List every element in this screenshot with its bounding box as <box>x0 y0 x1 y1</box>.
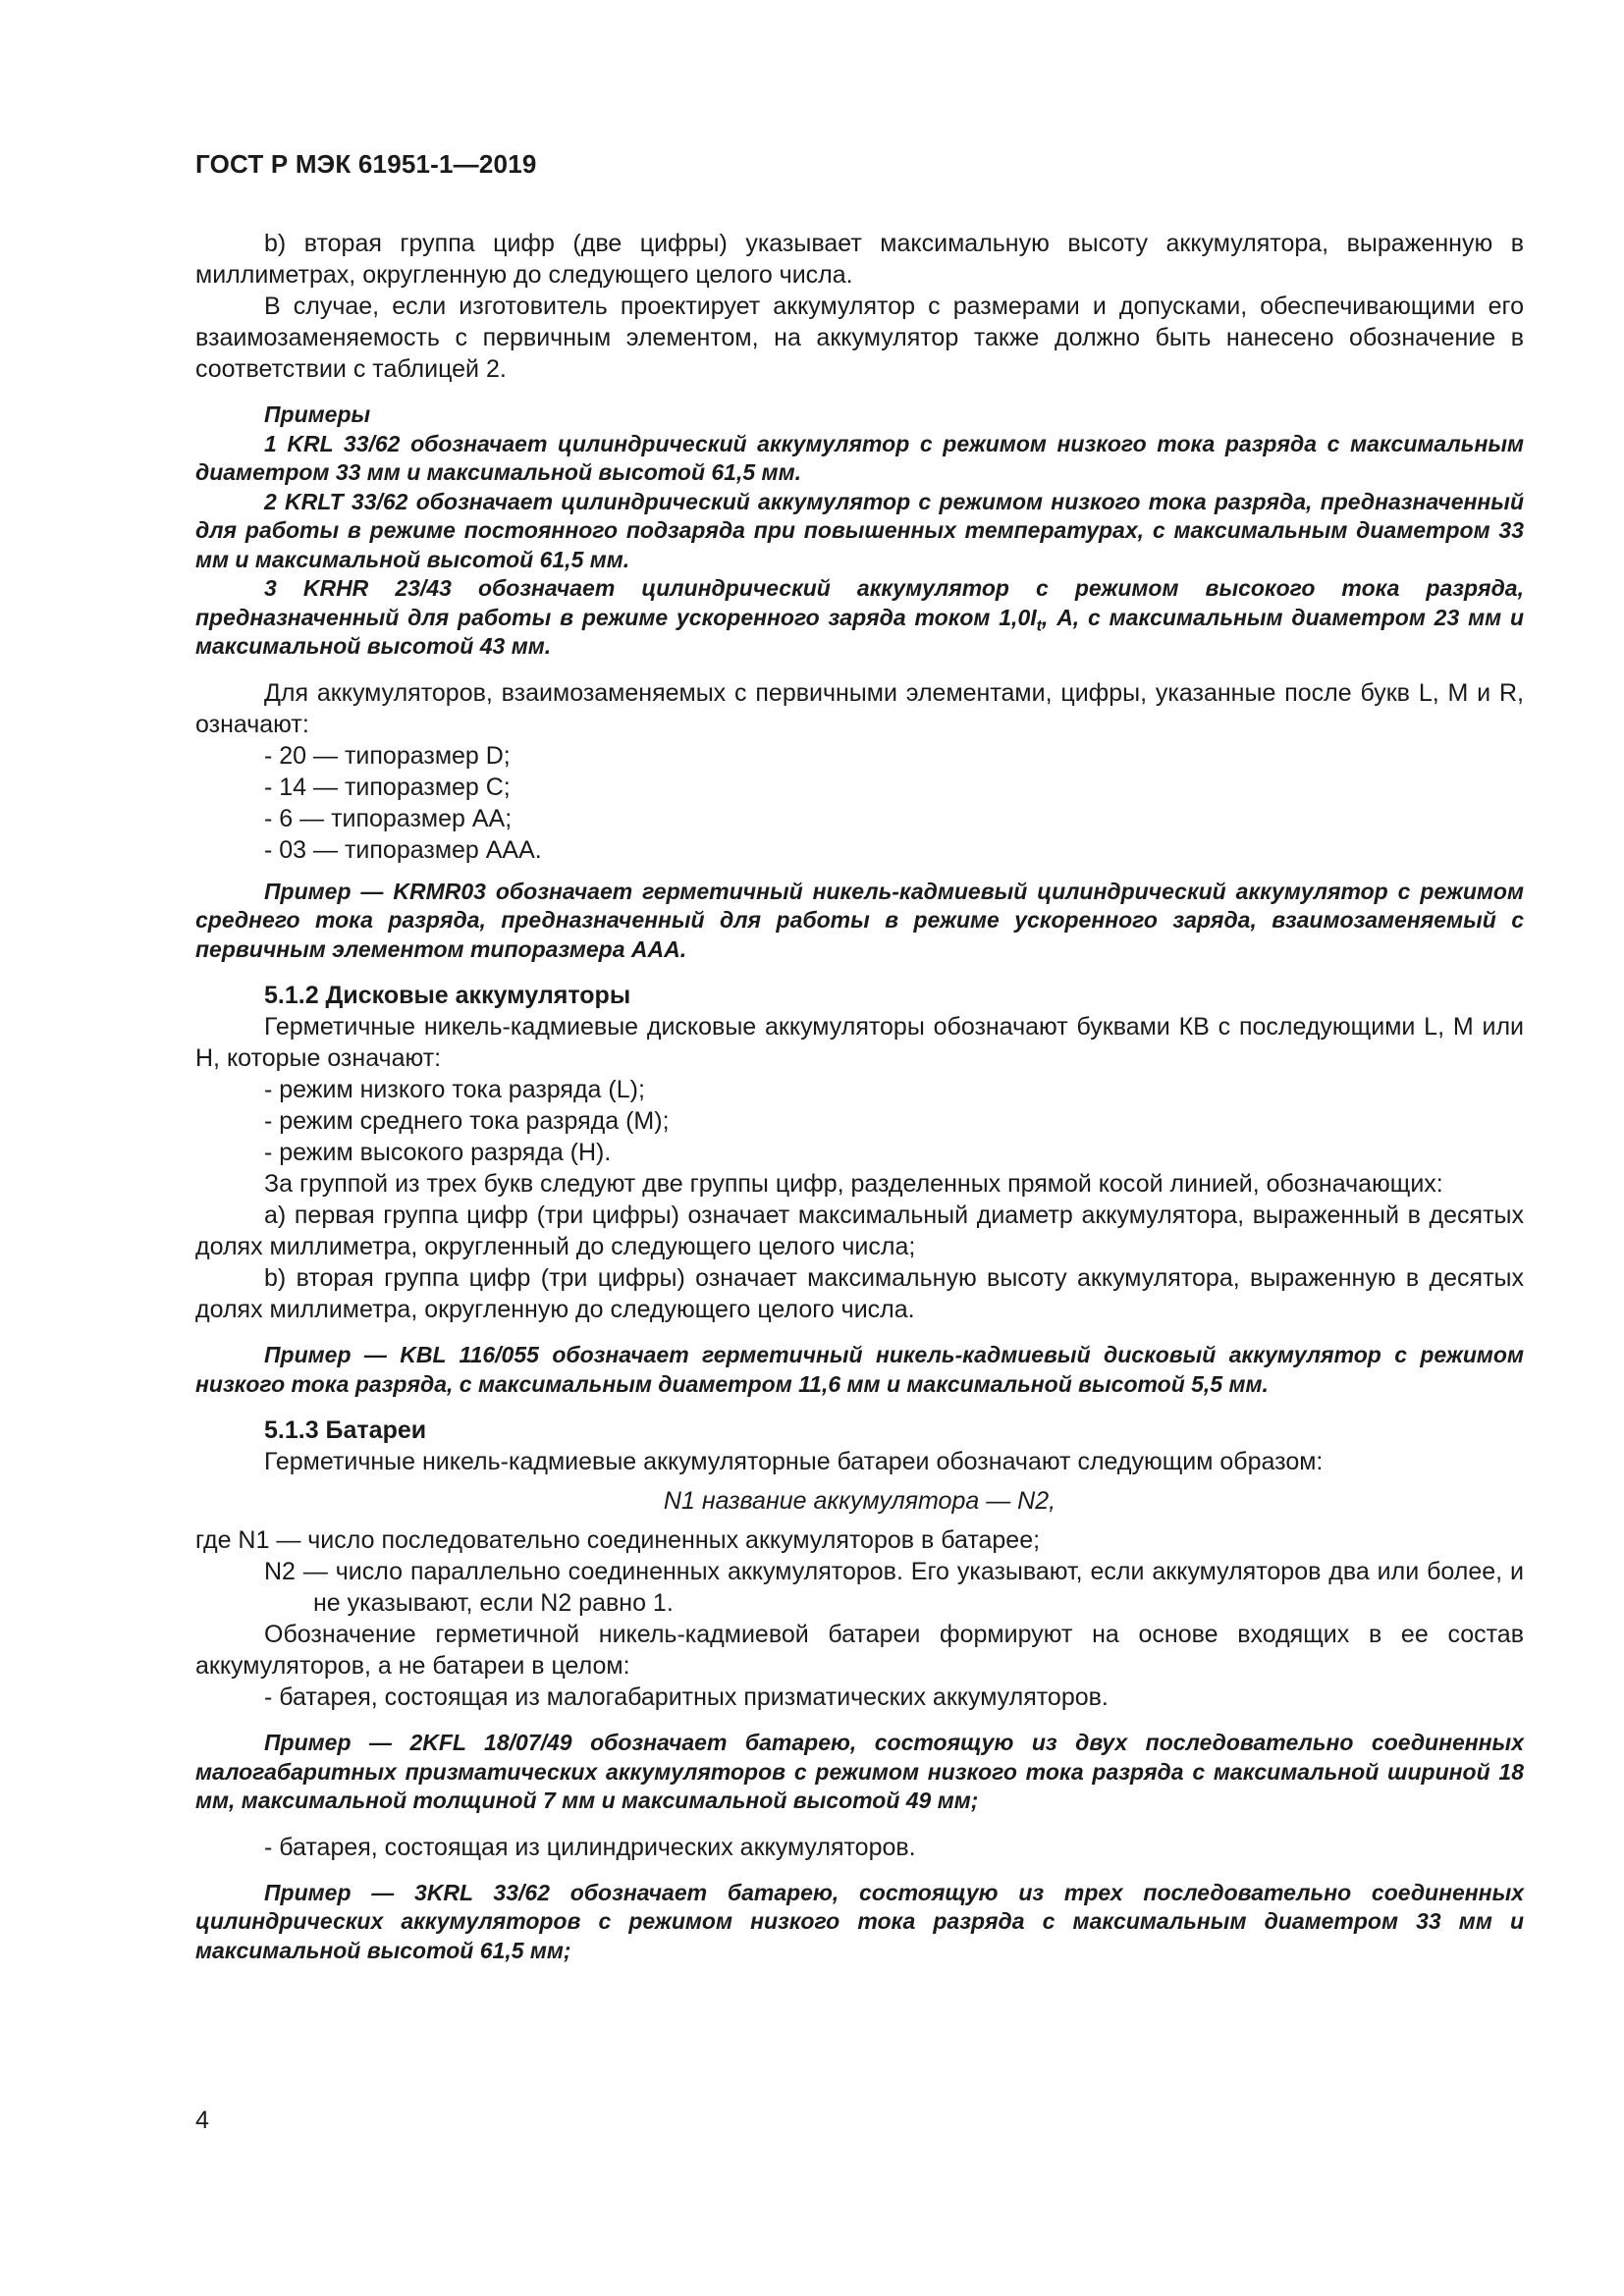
examples-title: Примеры <box>264 401 371 427</box>
example-2: 2 KRLT 33/62 обозначает цилиндрический аккумулятор с режимом низкого тока разряда, предназначенный для работы в режиме постоянного подзаряда при повышенных температурах, с максимальным диаметром 33 мм и максимальной высотой 61,5 мм. <box>195 488 1524 572</box>
paragraph-a-diameter: а) первая группа цифр (три цифры) означает максимальный диаметр аккумулятора, выраженный в десятых долях миллиметра, округленный до следующего целого числа; <box>195 1201 1524 1260</box>
section-heading-5-1-3: 5.1.3 Батареи <box>264 1416 427 1444</box>
list-item: - 6 — типоразмер АА; <box>264 804 513 832</box>
example-3-part-a: 3 KRHR 23/43 обозначает цилиндрический аккумулятор с режимом высокого тока разряда, предназначенный для работы в режиме ускоренного заряда током 1,0I <box>195 575 1524 630</box>
example-3krl: Пример — 3KRL 33/62 обозначает батарею, состоящую из трех последовательно соединенных цилиндрических аккумуляторов с режимом низкого тока разряда с максимальным диаметром 33 мм и максимальной высотой 61,5 мм; <box>195 1879 1524 1963</box>
list-sizes <box>195 740 1524 866</box>
list-item: - режим среднего тока разряда (М); <box>264 1107 670 1135</box>
list-item: - режим высокого разряда (Н). <box>264 1139 612 1166</box>
where-n2-text: N2 — число параллельно соединенных аккумуляторов. Его указывают, если аккумуляторов два или более, и не указывают, если N2 равно 1. <box>264 1558 1524 1617</box>
paragraph-batteries: Герметичные никель-кадмиевые аккумуляторные батареи обозначают следующим образом: <box>264 1448 1324 1475</box>
example-3-part-b: , А, с максимальным диаметром 23 мм и максимальной высотой 43 мм. <box>195 604 1525 659</box>
section-heading-5-1-2: 5.1.2 Дисковые аккумуляторы <box>264 982 631 1009</box>
list-item: - 03 — типоразмер ААА. <box>264 835 542 864</box>
list-item-cylindrical: - батарея, состоящая из цилиндрических аккумуляторов. <box>264 1833 916 1861</box>
paragraph-b-disc-height: b) вторая группа цифр (три цифры) означает максимальную высоту аккумулятора, выраженную в десятых долях миллиметра, округленную до следующего целого числа. <box>195 1264 1524 1323</box>
example-kbl: Пример — KBL 116/055 обозначает герметичный никель-кадмиевый дисковый аккумулятор с режимом низкого тока разряда, с максимальным диаметром 11,6 мм и максимальной высотой 5,5 мм. <box>195 1342 1524 1397</box>
page-number: 4 <box>195 2107 209 2134</box>
list-item: - режим низкого тока разряда (L); <box>264 1076 645 1103</box>
where-n2 <box>195 1556 1524 1619</box>
example-3-subscript: t <box>1036 617 1042 635</box>
example-2kfl: Пример — 2KFL 18/07/49 обозначает батарею, состоящую из двух последовательно соединенных малогабаритных призматических аккумуляторов с режимом низкого тока разряда с максимальной шириной 18 мм, максимальной толщиной 7 мм и максимальной высотой 49 мм; <box>195 1730 1524 1813</box>
paragraph-b-height: b) вторая группа цифр (две цифры) указывает максимальную высоту аккумулятора, выраженную в миллиметрах, округленную до следующего целого числа. <box>195 230 1524 289</box>
paragraph-disc-cells: Герметичные никель-кадмиевые дисковые аккумуляторы обозначают буквами КВ с последующими L, М или Н, которые означают: <box>195 1013 1524 1072</box>
example-3 <box>195 574 1524 662</box>
list-item: - 20 — типоразмер D; <box>264 741 511 770</box>
where-n1: где N1 — число последовательно соединенных аккумуляторов в батарее; <box>195 1526 1041 1554</box>
list-item: - 14 — типоразмер С; <box>264 773 511 801</box>
paragraph-primary-cells: Для аккумуляторов, взаимозаменяемых с первичными элементами, цифры, указанные после букв L, М и R, означают: <box>195 678 1524 738</box>
example-krmr03: Пример — KRMR03 обозначает герметичный никель-кадмиевый цилиндрический аккумулятор с режимом среднего тока разряда, предназначенный для работы в режиме ускоренного заряда, взаимозаменяемый с первичным элементом типоразмера ААА. <box>195 878 1524 962</box>
example-1: 1 KRL 33/62 обозначает цилиндрический аккумулятор с режимом низкого тока разряда с максимальным диаметром 33 мм и максимальной высотой 61,5 мм. <box>195 430 1524 485</box>
list-discharge-modes <box>195 1074 1524 1168</box>
paragraph-digit-groups: За группой из трех букв следуют две группы цифр, разделенных прямой косой линией, обозначающих: <box>264 1170 1443 1198</box>
document-header: ГОСТ Р МЭК 61951-1—2019 <box>195 149 537 179</box>
paragraph-battery-designation: Обозначение герметичной никель-кадмиевой батареи формируют на основе входящих в ее состав аккумуляторов, а не батареи в целом: <box>195 1621 1524 1680</box>
paragraph-interchangeability: В случае, если изготовитель проектирует аккумулятор с размерами и допусками, обеспечивающими его взаимозаменяемость с первичным элементом, на аккумулятор также должно быть нанесено обозначение в соответствии с таблицей 2. <box>195 293 1524 383</box>
list-item-prismatic: - батарея, состоящая из малогабаритных призматических аккумуляторов. <box>264 1683 1109 1711</box>
designation-formula: N1 название аккумулятора — N2, <box>663 1487 1056 1515</box>
page-body <box>195 228 1524 1965</box>
